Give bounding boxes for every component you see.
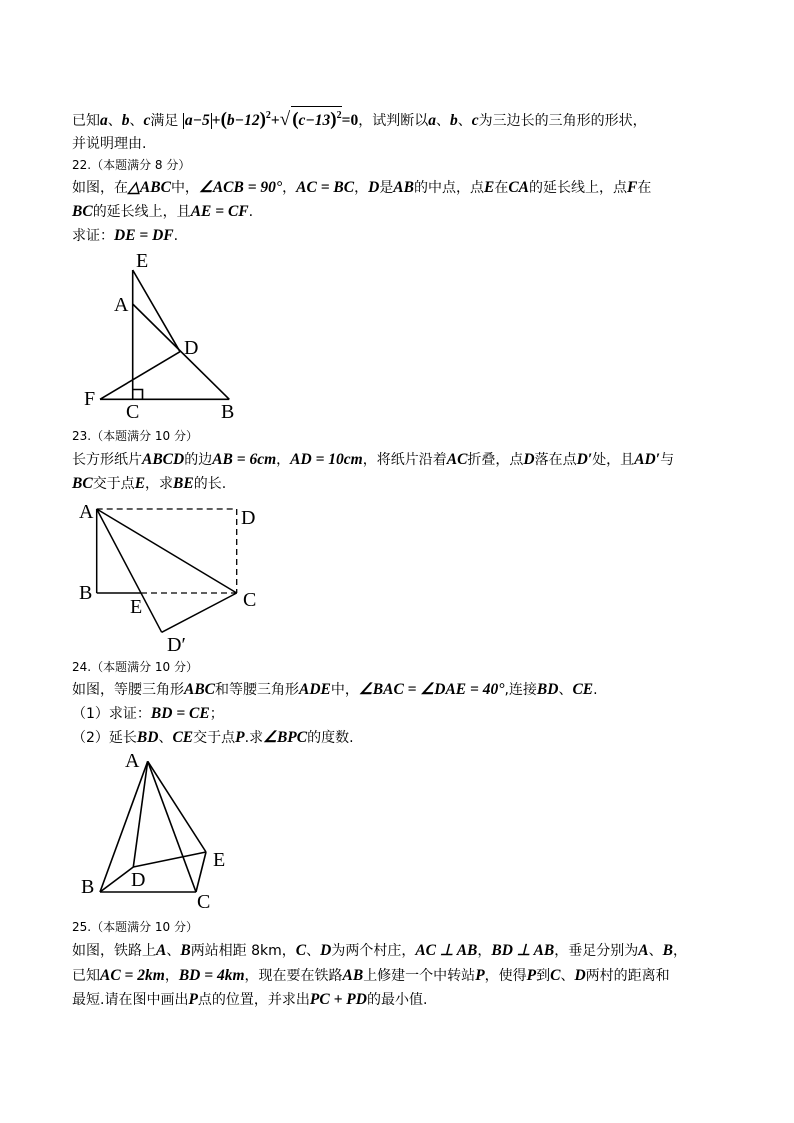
math: CE bbox=[572, 681, 594, 698]
text: （1）求证： bbox=[72, 706, 151, 722]
math: C bbox=[295, 942, 307, 959]
text: 的长. bbox=[193, 476, 227, 492]
math: AB bbox=[393, 179, 414, 196]
label-C: C bbox=[126, 401, 140, 423]
math-var: a bbox=[428, 112, 436, 129]
q24-line-1 bbox=[72, 680, 598, 700]
math: ABCD bbox=[142, 451, 185, 468]
math: AB bbox=[342, 967, 364, 984]
label-D: D bbox=[131, 869, 146, 891]
label-C: C bbox=[197, 891, 211, 913]
math-expr: c−13 bbox=[298, 112, 331, 129]
math-var: a bbox=[100, 112, 108, 129]
text: ， bbox=[164, 968, 179, 984]
text: ， bbox=[477, 943, 492, 959]
math: E bbox=[134, 475, 146, 492]
paren-close: ) bbox=[330, 109, 337, 130]
math: D bbox=[368, 179, 380, 196]
math: A bbox=[156, 942, 167, 959]
label-E: E bbox=[130, 596, 143, 618]
text: 两站相距 8km， bbox=[190, 943, 296, 959]
math-op: + bbox=[211, 112, 221, 129]
text: 为三边长的三角形的形状， bbox=[478, 113, 647, 129]
math: BD bbox=[136, 729, 159, 746]
math: P bbox=[526, 967, 537, 984]
math: △ABC bbox=[128, 179, 171, 196]
q23-line-2 bbox=[72, 474, 226, 494]
math: D bbox=[523, 451, 535, 468]
text: 、 bbox=[558, 682, 573, 698]
label-B: B bbox=[81, 876, 95, 898]
separator: 、 bbox=[435, 113, 450, 129]
text: 到 bbox=[536, 968, 551, 984]
label-E: E bbox=[213, 849, 226, 871]
text: 与 bbox=[660, 452, 675, 468]
math: AE = CF bbox=[190, 203, 249, 220]
text: 、 bbox=[306, 943, 321, 959]
text: 在 bbox=[637, 180, 652, 196]
math: ∠BAC = ∠DAE = 40° bbox=[358, 681, 505, 698]
text: 长方形纸片 bbox=[72, 452, 142, 468]
paren-close: ) bbox=[259, 109, 266, 130]
q24-line-3 bbox=[72, 728, 354, 748]
math: E bbox=[483, 179, 495, 196]
math: AC = BC bbox=[296, 179, 355, 196]
q25-heading: 25.（本题满分 10 分） bbox=[72, 920, 198, 934]
math-expr: a−5 bbox=[184, 112, 210, 129]
math: A bbox=[638, 942, 649, 959]
paren-open: ( bbox=[220, 109, 227, 130]
text: . bbox=[593, 682, 598, 698]
math: BC bbox=[72, 203, 93, 220]
text: 的最小值. bbox=[366, 992, 428, 1008]
math: C bbox=[550, 967, 561, 984]
text: 中， bbox=[330, 682, 359, 698]
text: .求 bbox=[244, 730, 264, 746]
math-var: b bbox=[121, 112, 130, 129]
text: 已知 bbox=[72, 968, 100, 984]
text: ,连接 bbox=[504, 682, 537, 698]
label-A: A bbox=[114, 294, 129, 316]
math: B bbox=[662, 942, 673, 959]
q25-line-3 bbox=[72, 990, 427, 1010]
math-op: + bbox=[270, 112, 280, 129]
text: ，将纸片沿着 bbox=[362, 452, 447, 468]
math: AD′ bbox=[634, 451, 661, 468]
q22-heading: 22.（本题满分 8 分） bbox=[72, 158, 191, 172]
math: B bbox=[180, 942, 191, 959]
label-Dprime: D′ bbox=[167, 634, 186, 656]
text: ， bbox=[354, 180, 369, 196]
text: 点的位置，并求出 bbox=[197, 992, 310, 1008]
math: BE bbox=[173, 475, 194, 492]
text: 处，且 bbox=[592, 452, 635, 468]
math: ∠BPC bbox=[263, 729, 308, 746]
text: 如图，铁路上 bbox=[72, 943, 156, 959]
math: AC = 2km bbox=[100, 967, 165, 984]
q24-line-2 bbox=[72, 704, 224, 724]
math: BD = CE bbox=[150, 705, 210, 722]
math-var: c bbox=[471, 112, 479, 129]
text: 交于点 bbox=[193, 730, 236, 746]
text: 、 bbox=[158, 730, 173, 746]
exponent: 2 bbox=[336, 110, 342, 121]
text: 上修建一个中转站 bbox=[363, 968, 476, 984]
text: 落在点 bbox=[534, 452, 577, 468]
q24-figure bbox=[100, 761, 206, 892]
text: ， bbox=[276, 452, 291, 468]
math: F bbox=[627, 179, 638, 196]
label-B: B bbox=[79, 582, 93, 604]
separator: 、 bbox=[107, 113, 122, 129]
text: 为两个村庄， bbox=[331, 943, 416, 959]
math-var: b bbox=[449, 112, 458, 129]
text: 满足 bbox=[150, 113, 179, 129]
radical-icon: √ bbox=[279, 109, 291, 130]
text: ， bbox=[282, 180, 297, 196]
separator: 、 bbox=[129, 113, 144, 129]
label-D: D bbox=[241, 507, 256, 529]
text: ，试判断以 bbox=[358, 113, 429, 129]
label-F: F bbox=[84, 388, 96, 410]
math: CE bbox=[172, 729, 194, 746]
math: CA bbox=[508, 179, 529, 196]
q25-line-1 bbox=[72, 941, 687, 961]
text: 是 bbox=[379, 180, 394, 196]
text: 、 bbox=[166, 943, 181, 959]
text: . bbox=[248, 204, 254, 220]
math-expr: b−12 bbox=[226, 112, 260, 129]
q23-figure bbox=[97, 509, 237, 632]
label-C: C bbox=[243, 589, 257, 611]
text: 求证： bbox=[72, 228, 114, 244]
text: 和等腰三角形 bbox=[215, 682, 300, 698]
q24-heading: 24.（本题满分 10 分） bbox=[72, 660, 198, 674]
text: 交于点 bbox=[92, 476, 135, 492]
label-A: A bbox=[125, 750, 140, 772]
math: AC ⊥ AB bbox=[415, 942, 478, 959]
text: 最短.请在图中画出 bbox=[72, 992, 189, 1008]
text: 如图，在 bbox=[72, 180, 128, 196]
math: ADE bbox=[299, 681, 331, 698]
math: AD = 10cm bbox=[290, 451, 363, 468]
text: ，使得 bbox=[484, 968, 527, 984]
text: 已知 bbox=[72, 113, 100, 129]
math: DE = DF bbox=[114, 227, 174, 244]
math: P bbox=[475, 967, 485, 984]
math: D′ bbox=[576, 451, 593, 468]
math: ∠ACB = 90° bbox=[198, 179, 283, 196]
math-expr: =0 bbox=[341, 112, 359, 129]
math: BD ⊥ AB bbox=[491, 942, 555, 959]
math: ABC bbox=[184, 681, 216, 698]
separator: 、 bbox=[457, 113, 472, 129]
text: 如图，等腰三角形 bbox=[72, 682, 184, 698]
exponent: 2 bbox=[265, 110, 271, 121]
math: BD bbox=[536, 681, 559, 698]
math-var: c bbox=[143, 112, 151, 129]
text: 的度数. bbox=[307, 730, 354, 746]
q22-figure-lines bbox=[100, 270, 229, 399]
math: BC bbox=[72, 475, 93, 492]
math: D bbox=[320, 942, 332, 959]
text: ，现在要在铁路 bbox=[244, 968, 343, 984]
math: AC bbox=[446, 451, 468, 468]
text: 两村的距离和 bbox=[585, 968, 670, 984]
math: P bbox=[188, 991, 198, 1008]
label-D: D bbox=[184, 337, 199, 359]
text: 的中点，点 bbox=[413, 180, 484, 196]
text: 的延长线上，点 bbox=[529, 180, 627, 196]
text: 、 bbox=[648, 943, 663, 959]
q21-line-2: 并说明理由. bbox=[72, 136, 147, 152]
q25-line-2 bbox=[72, 966, 670, 986]
text: ； bbox=[209, 706, 224, 722]
label-B: B bbox=[221, 401, 235, 423]
text: 折叠，点 bbox=[467, 452, 524, 468]
paren-open: ( bbox=[292, 109, 299, 130]
text: ， bbox=[672, 943, 687, 959]
math: P bbox=[235, 729, 245, 746]
q23-heading: 23.（本题满分 10 分） bbox=[72, 429, 198, 443]
text: . bbox=[173, 228, 179, 244]
math: PC + PD bbox=[309, 991, 367, 1008]
text: 、 bbox=[560, 968, 575, 984]
text: （2）延长 bbox=[72, 730, 137, 746]
text: 的边 bbox=[184, 452, 213, 468]
math: BD = 4km bbox=[178, 967, 245, 984]
label-A: A bbox=[79, 501, 94, 523]
label-E: E bbox=[136, 250, 149, 272]
text: ，垂足分别为 bbox=[554, 943, 639, 959]
q23-line-1 bbox=[72, 450, 674, 470]
text: 的延长线上，且 bbox=[92, 204, 191, 220]
text: 中， bbox=[170, 180, 199, 196]
text: ，求 bbox=[145, 476, 174, 492]
text: 在 bbox=[494, 180, 509, 196]
math: D bbox=[574, 967, 586, 984]
math: AB = 6cm bbox=[212, 451, 277, 468]
